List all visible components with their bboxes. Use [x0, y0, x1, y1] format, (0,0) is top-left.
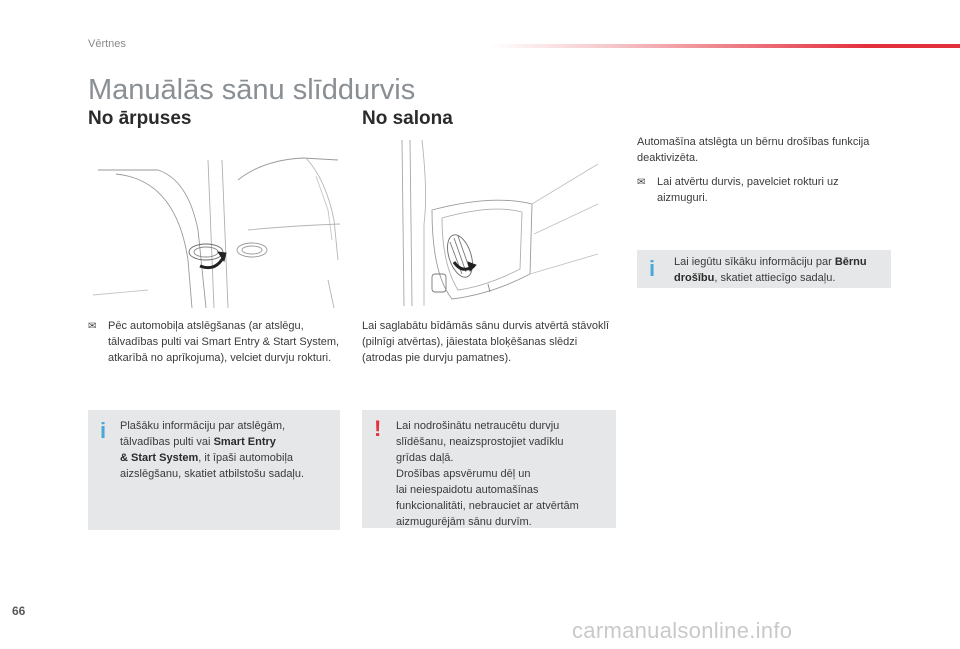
- warning-box-sliding: [362, 410, 616, 528]
- paragraph-inside: Lai saglabātu bīdāmās sānu durvis atvērtā stāvoklī (pilnīgi atvērtas), jāiestata bloķēšanas slēdzi (atrodas pie durvju pamatnes).: [362, 320, 610, 364]
- page-number: 66: [12, 604, 26, 618]
- bullet-outside-text: Pēc automobiļa atslēgšanas (ar atslēgu, tālvadības pulti vai Smart Entry & Start System, atkarībā no aprīkojuma), velciet durvju rokturi.: [108, 320, 340, 364]
- bullet-inside: [637, 174, 887, 206]
- info-icon: i: [100, 418, 107, 443]
- header-rule: [490, 44, 960, 48]
- info-box-keys: [88, 410, 340, 530]
- bullet-mark: ✉: [637, 177, 646, 188]
- section-label: Vērtnes: [88, 38, 126, 50]
- heading-outside: No ārpuses: [88, 108, 192, 129]
- info-box-keys-text: Plašāku informāciju par atslēgām, tālvadības pulti vai Smart Entry & Start System, it īpaši automobiļa aizslēgšanu, skatiet atbilstošu sadaļu.: [120, 420, 305, 480]
- illustration-inside-lock: [362, 134, 616, 306]
- page-title: Manuālās sānu slīddurvis: [88, 74, 416, 106]
- warning-box-text: Lai nodrošinātu netraucētu durvju slīdēšanu, neaizsprostojiet vadīklu grīdas daļā. Drošības apsvērumu dēļ un lai neiespaidotu automašīnas funkcionalitāti, nebrauciet ar atvērtām aizmugurējām sānu durvīm.: [396, 420, 579, 528]
- heading-inside: No salona: [362, 108, 453, 129]
- bullet-inside-text: Lai atvērtu durvis, pavelciet rokturi uz aizmuguri.: [657, 176, 839, 204]
- info-box-child-safety: [637, 250, 891, 288]
- info-icon: i: [649, 256, 656, 281]
- warning-icon: !: [374, 416, 382, 441]
- watermark: carmanualsonline.info: [572, 618, 793, 643]
- bullet-mark: ✉: [88, 321, 97, 332]
- illustration-outside-handle: [88, 140, 342, 308]
- bullet-outside: [88, 318, 342, 366]
- info-box-child-safety-text: Lai iegūtu sīkāku informāciju par Bērnu drošību, skatiet attiecīgo sadaļu.: [674, 256, 867, 284]
- intro-child-lock: Automašīna atslēgta un bērnu drošības funkcija deaktivizēta.: [637, 136, 870, 164]
